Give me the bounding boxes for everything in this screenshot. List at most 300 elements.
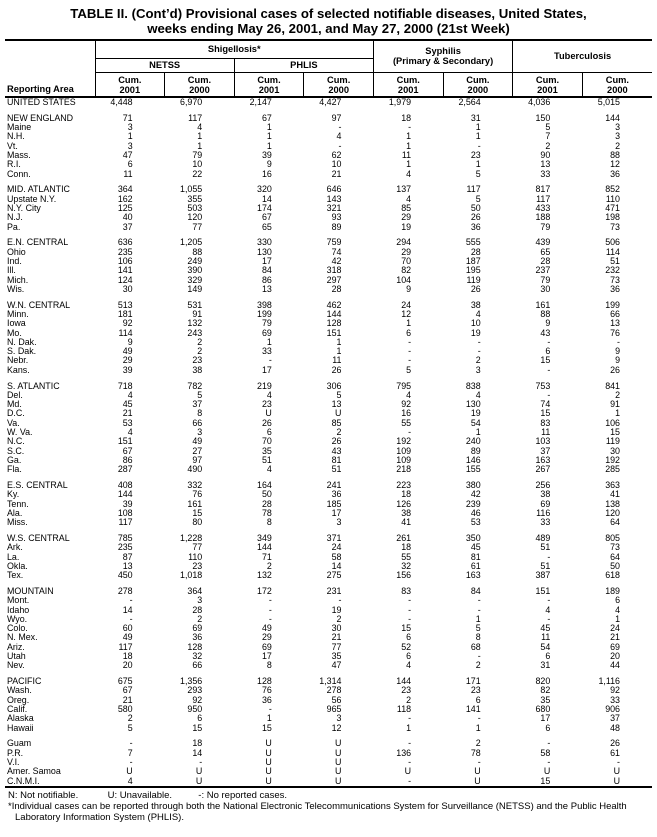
- value-cell: 4: [615, 604, 620, 615]
- value-cell: -: [268, 704, 272, 715]
- reporting-area-cell: Okla.: [7, 560, 28, 571]
- reporting-area-cell: Idaho: [7, 604, 30, 615]
- table-row: [5, 596, 652, 605]
- value-cell: 18: [401, 489, 412, 500]
- value-cell: 6: [475, 694, 481, 705]
- value-cell: 69: [610, 641, 620, 652]
- table-row: [5, 686, 652, 695]
- value-cell: 433: [535, 202, 551, 213]
- value-cell: 18: [401, 542, 412, 553]
- value-cell: 26: [261, 417, 272, 428]
- value-cell: 2,147: [249, 97, 272, 107]
- table-row: [5, 643, 652, 652]
- value-cell: 580: [117, 704, 133, 715]
- value-cell: 187: [465, 255, 481, 266]
- value-cell: 321: [326, 202, 342, 213]
- table-row: [5, 338, 652, 347]
- reporting-area-cell: S. Dak.: [7, 346, 37, 357]
- value-cell: 68: [470, 641, 481, 652]
- reporting-area-cell: E.S. CENTRAL: [7, 479, 68, 490]
- table-row: [5, 213, 652, 222]
- value-cell: 329: [187, 274, 203, 285]
- value-cell: 89: [470, 445, 481, 456]
- value-cell: 3: [127, 122, 133, 133]
- value-cell: -: [268, 604, 272, 615]
- table-header: [5, 40, 652, 97]
- value-cell: 4: [406, 660, 412, 671]
- value-cell: 91: [192, 308, 203, 319]
- value-cell: 506: [605, 237, 620, 248]
- value-cell: 4: [266, 464, 272, 475]
- value-cell: 23: [470, 149, 481, 160]
- reporting-area-cell: N.C.: [7, 436, 25, 447]
- value-cell: 11: [123, 168, 133, 179]
- value-cell: U: [443, 777, 513, 787]
- value-cell: 1,356: [180, 676, 203, 687]
- value-cell: 119: [466, 274, 481, 285]
- value-cell: 398: [257, 299, 272, 310]
- value-cell: U: [265, 747, 272, 758]
- value-cell: 16: [261, 168, 272, 179]
- value-cell: 490: [187, 464, 203, 475]
- value-cell: -: [408, 122, 412, 133]
- reporting-area-cell: Mont.: [7, 595, 30, 606]
- value-cell: 249: [187, 255, 203, 266]
- value-cell: 126: [396, 498, 412, 509]
- value-cell: 33: [610, 694, 620, 705]
- value-cell: 81: [331, 454, 342, 465]
- value-cell: 1: [406, 159, 412, 170]
- value-cell: 188: [535, 212, 551, 223]
- value-cell: 29: [261, 632, 272, 643]
- value-cell: 136: [396, 747, 412, 758]
- reporting-area-cell: S.C.: [7, 445, 25, 456]
- value-cell: 109: [396, 445, 412, 456]
- table-row: [5, 534, 652, 543]
- value-cell: 51: [261, 454, 272, 465]
- table-row: [5, 705, 652, 714]
- value-cell: 330: [257, 237, 272, 248]
- value-cell: 36: [610, 283, 620, 294]
- value-cell: 76: [261, 685, 272, 696]
- value-cell: 38: [540, 489, 551, 500]
- value-cell: 10: [331, 159, 342, 170]
- table-row: [5, 276, 652, 285]
- value-cell: 23: [401, 685, 412, 696]
- reporting-area-cell: UNITED STATES: [7, 97, 76, 107]
- legend-unavailable: U: Unavailable.: [107, 789, 173, 801]
- value-cell: 85: [331, 417, 342, 428]
- value-cell: 5: [475, 168, 481, 179]
- value-cell: 48: [610, 722, 620, 733]
- value-cell: 192: [396, 436, 412, 447]
- value-cell: 79: [540, 221, 551, 232]
- value-cell: 42: [470, 489, 481, 500]
- value-cell: 151: [326, 327, 342, 338]
- value-cell: 185: [326, 498, 342, 509]
- value-cell: 5: [475, 193, 481, 204]
- value-cell: 1,018: [180, 570, 203, 581]
- value-cell: U: [335, 757, 342, 767]
- shigellosis-group-header: Shigellosis*: [95, 40, 373, 58]
- value-cell: 17: [261, 255, 272, 266]
- value-cell: 73: [610, 221, 620, 232]
- reporting-area-cell: Ind.: [7, 255, 22, 266]
- value-cell: 86: [261, 274, 272, 285]
- reporting-area-cell: Pa.: [7, 221, 21, 232]
- value-cell: 26: [331, 436, 342, 447]
- value-cell: -: [477, 757, 481, 767]
- value-cell: 3: [197, 427, 203, 437]
- value-cell: 88: [610, 149, 620, 160]
- value-cell: U: [582, 777, 652, 787]
- value-cell: 390: [187, 265, 203, 276]
- value-cell: U: [474, 766, 481, 777]
- value-cell: 2: [475, 660, 481, 671]
- value-cell: U: [613, 766, 620, 777]
- value-cell: 174: [257, 202, 272, 213]
- value-cell: 36: [261, 694, 272, 705]
- reporting-area-cell: E.N. CENTRAL: [7, 237, 69, 248]
- value-cell: 130: [257, 246, 272, 257]
- value-cell: 128: [187, 641, 203, 652]
- value-cell: 4,448: [110, 97, 133, 107]
- value-cell: -: [338, 595, 342, 606]
- value-cell: 73: [610, 274, 620, 285]
- table-row: [5, 624, 652, 633]
- value-cell: 51: [610, 255, 620, 266]
- value-cell: 16: [401, 408, 412, 419]
- value-cell: 76: [610, 327, 620, 338]
- reporting-area-cell: Fla.: [7, 464, 22, 475]
- value-cell: -: [477, 604, 481, 615]
- reporting-area-cell: NEW ENGLAND: [7, 112, 74, 123]
- table-row: [5, 400, 652, 409]
- reporting-area-cell: N. Mex.: [7, 632, 38, 643]
- value-cell: -: [408, 595, 412, 606]
- table-row: [5, 509, 652, 518]
- reporting-area-cell: R.I.: [7, 159, 21, 170]
- value-cell: -: [547, 364, 551, 375]
- value-cell: 110: [605, 193, 620, 204]
- value-cell: 18: [122, 651, 133, 662]
- table-row: [5, 204, 652, 213]
- value-cell: 753: [535, 380, 551, 391]
- reporting-area-cell: Md.: [7, 399, 22, 410]
- value-cell: 32: [401, 560, 412, 571]
- value-cell: -: [408, 346, 412, 357]
- notifiable-diseases-table: [5, 39, 652, 788]
- value-cell: 39: [122, 364, 133, 375]
- value-cell: 371: [326, 532, 342, 543]
- table-row: [5, 615, 652, 624]
- value-cell: 2: [545, 140, 551, 151]
- value-cell: 45: [122, 399, 133, 410]
- value-cell: 287: [117, 464, 133, 475]
- phlis-subgroup-header: PHLIS: [234, 58, 373, 72]
- value-cell: -: [617, 336, 620, 347]
- value-cell: 66: [192, 660, 203, 671]
- value-cell: 36: [331, 489, 342, 500]
- value-cell: -: [408, 738, 412, 749]
- value-cell: 36: [470, 221, 481, 232]
- value-cell: 58: [331, 551, 342, 562]
- reporting-area-cell: Mich.: [7, 274, 29, 285]
- value-cell: 950: [187, 704, 203, 715]
- value-cell: 12: [610, 159, 620, 170]
- value-cell: 92: [122, 318, 133, 329]
- value-cell: -: [373, 777, 443, 787]
- value-cell: 24: [331, 542, 342, 553]
- value-cell: 120: [605, 507, 620, 518]
- table-title-line1: TABLE II. (Cont’d) Provisional cases of selected notifiable diseases, United States,: [70, 6, 587, 21]
- value-cell: -: [338, 140, 342, 151]
- table-row: [5, 661, 652, 670]
- table-row: [5, 428, 652, 437]
- value-cell: 275: [326, 570, 342, 581]
- value-cell: 439: [535, 237, 551, 248]
- value-cell: 306: [326, 380, 342, 391]
- table-row: [5, 248, 652, 257]
- reporting-area-cell: Iowa: [7, 318, 26, 329]
- table-row: [5, 714, 652, 723]
- value-cell: 8: [197, 408, 203, 419]
- value-cell: 79: [540, 274, 551, 285]
- value-cell: 618: [605, 570, 620, 581]
- col-header-tb-2000: Cum. 2000: [582, 72, 652, 97]
- reporting-area-cell: N.J.: [7, 212, 23, 223]
- value-cell: 84: [470, 585, 481, 596]
- value-cell: 69: [540, 498, 551, 509]
- value-cell: 2: [266, 560, 272, 571]
- value-cell: 6: [545, 722, 551, 733]
- value-cell: 9: [615, 346, 620, 357]
- reporting-area-cell: Wash.: [7, 685, 32, 696]
- value-cell: 5: [545, 122, 551, 133]
- value-cell: U: [234, 777, 304, 787]
- value-cell: 2: [406, 694, 412, 705]
- reporting-area-cell: Miss.: [7, 517, 28, 528]
- reporting-area-cell: MID. ATLANTIC: [7, 184, 70, 195]
- value-cell: 33: [540, 517, 551, 528]
- value-cell: 144: [257, 542, 272, 553]
- value-cell: 93: [331, 212, 342, 223]
- value-cell: 15: [540, 408, 551, 419]
- value-cell: 66: [192, 417, 203, 428]
- value-cell: 195: [465, 265, 481, 276]
- value-cell: 1: [615, 613, 620, 624]
- reporting-area-cell: Nev.: [7, 660, 25, 671]
- value-cell: 5: [475, 623, 481, 634]
- value-cell: 29: [122, 355, 133, 366]
- reporting-area-cell: Mo.: [7, 327, 22, 338]
- table-row: [5, 391, 652, 400]
- value-cell: 128: [257, 676, 272, 687]
- value-cell: U: [335, 738, 342, 749]
- value-cell: 163: [535, 454, 551, 465]
- value-cell: 50: [470, 202, 481, 213]
- value-cell: 7: [127, 747, 133, 758]
- value-cell: 3: [336, 713, 342, 724]
- value-cell: U: [265, 408, 272, 419]
- value-cell: 28: [192, 604, 203, 615]
- value-cell: 8: [475, 632, 481, 643]
- col-header-syphilis-2001: Cum. 2001: [373, 72, 443, 97]
- value-cell: 23: [261, 399, 272, 410]
- value-cell: 40: [122, 212, 133, 223]
- value-cell: 29: [401, 212, 412, 223]
- value-cell: 4: [127, 389, 133, 400]
- value-cell: 820: [535, 676, 551, 687]
- value-cell: 38: [401, 507, 412, 518]
- value-cell: 503: [187, 202, 203, 213]
- value-cell: 9: [266, 159, 272, 170]
- value-cell: 55: [401, 551, 412, 562]
- value-cell: 4: [545, 604, 551, 615]
- value-cell: 51: [540, 542, 551, 553]
- value-cell: 28: [540, 255, 551, 266]
- value-cell: 61: [610, 747, 620, 758]
- reporting-area-cell: Mass.: [7, 149, 31, 160]
- value-cell: 161: [535, 299, 551, 310]
- value-cell: 3: [336, 517, 342, 528]
- value-cell: -: [268, 613, 272, 624]
- value-cell: -: [547, 738, 551, 749]
- value-cell: 1: [197, 140, 203, 151]
- value-cell: 51: [540, 560, 551, 571]
- col-header-netss-2000: Cum. 2000: [165, 72, 235, 97]
- value-cell: 805: [605, 532, 620, 543]
- value-cell: 26: [610, 364, 620, 375]
- value-cell: -: [547, 613, 551, 624]
- table-row: [5, 553, 652, 562]
- value-cell: 3: [615, 131, 620, 142]
- reporting-area-cell: N. Dak.: [7, 336, 37, 347]
- reporting-area-cell: Vt.: [7, 140, 18, 151]
- value-cell: 4: [475, 308, 481, 319]
- value-cell: 380: [465, 479, 481, 490]
- value-cell: 92: [192, 694, 203, 705]
- footnote-asterisk: *Individual cases can be reported through both the National Electronic Telecommunications System for Surveillance (NETSS) and the Public Health Laboratory Information System (PHLIS).: [8, 801, 627, 823]
- value-cell: 65: [540, 246, 551, 257]
- value-cell: 151: [117, 436, 133, 447]
- value-cell: 26: [331, 364, 342, 375]
- value-cell: 53: [470, 517, 481, 528]
- value-cell: 1: [406, 140, 412, 151]
- value-cell: 141: [117, 265, 133, 276]
- value-cell: 155: [465, 464, 481, 475]
- value-cell: 54: [470, 417, 481, 428]
- value-cell: U: [304, 777, 374, 787]
- value-cell: 256: [535, 479, 551, 490]
- value-cell: 782: [187, 380, 203, 391]
- value-cell: 23: [192, 560, 203, 571]
- value-cell: 1,314: [319, 676, 342, 687]
- value-cell: 1: [475, 427, 481, 437]
- value-cell: 4,036: [528, 97, 551, 107]
- table-title-line2: weeks ending May 26, 2001, and May 27, 2000 (21st Week): [147, 21, 510, 36]
- value-cell: 13: [331, 399, 342, 410]
- value-cell: 130: [465, 399, 481, 410]
- value-cell: 6: [545, 651, 551, 662]
- value-cell: 31: [470, 112, 481, 123]
- value-cell: 1: [406, 131, 412, 142]
- table-row: [5, 238, 652, 247]
- value-cell: 841: [605, 380, 620, 391]
- value-cell: 267: [535, 464, 551, 475]
- value-cell: -: [477, 346, 481, 357]
- value-cell: 114: [605, 246, 620, 257]
- value-cell: -: [268, 595, 272, 606]
- value-cell: U: [404, 766, 412, 777]
- value-cell: 14: [192, 747, 203, 758]
- value-cell: 6: [406, 632, 412, 643]
- value-cell: 146: [465, 454, 481, 465]
- value-cell: U: [265, 757, 272, 767]
- reporting-area-cell: Conn.: [7, 168, 31, 179]
- value-cell: -: [477, 336, 481, 347]
- value-cell: 79: [192, 149, 203, 160]
- value-cell: 531: [187, 299, 203, 310]
- value-cell: 117: [536, 193, 551, 204]
- value-cell: 46: [470, 507, 481, 518]
- reporting-area-cell: Colo.: [7, 623, 28, 634]
- value-cell: 144: [605, 112, 620, 123]
- value-cell: 18: [401, 112, 412, 123]
- value-cell: 5: [336, 389, 342, 400]
- value-cell: 2,564: [458, 97, 481, 107]
- value-cell: 3: [615, 122, 620, 133]
- value-cell: 759: [326, 237, 342, 248]
- value-cell: 80: [192, 517, 203, 528]
- value-cell: 11: [541, 427, 551, 437]
- value-cell: 52: [401, 641, 412, 652]
- value-cell: 350: [465, 532, 481, 543]
- value-cell: 15: [540, 355, 551, 366]
- value-cell: 144: [117, 489, 133, 500]
- value-cell: 71: [261, 551, 272, 562]
- value-cell: -: [547, 757, 551, 767]
- value-cell: 117: [188, 112, 203, 123]
- value-cell: 11: [541, 632, 551, 643]
- value-cell: 55: [401, 417, 412, 428]
- value-cell: 31: [540, 660, 551, 671]
- value-cell: 65: [261, 221, 272, 232]
- table-row: [5, 356, 652, 365]
- reporting-area-cell: Tex.: [7, 570, 24, 581]
- netss-subgroup-header: NETSS: [95, 58, 234, 72]
- reporting-area-cell: Tenn.: [7, 498, 29, 509]
- value-cell: 2: [336, 427, 342, 437]
- value-cell: 104: [396, 274, 412, 285]
- value-cell: 30: [122, 283, 133, 294]
- value-cell: 13: [122, 560, 133, 571]
- value-cell: 137: [396, 184, 412, 195]
- value-cell: -: [408, 355, 412, 366]
- value-cell: 53: [122, 417, 133, 428]
- value-cell: 965: [326, 704, 342, 715]
- table-row: [5, 518, 652, 527]
- value-cell: 4,427: [319, 97, 342, 107]
- value-cell: 150: [535, 112, 551, 123]
- value-cell: 151: [535, 585, 551, 596]
- value-cell: 67: [122, 685, 133, 696]
- value-cell: 30: [540, 283, 551, 294]
- value-cell: 110: [188, 551, 203, 562]
- tuberculosis-group-header: Tuberculosis: [513, 40, 652, 72]
- value-cell: 675: [117, 676, 133, 687]
- value-cell: 15: [513, 777, 583, 787]
